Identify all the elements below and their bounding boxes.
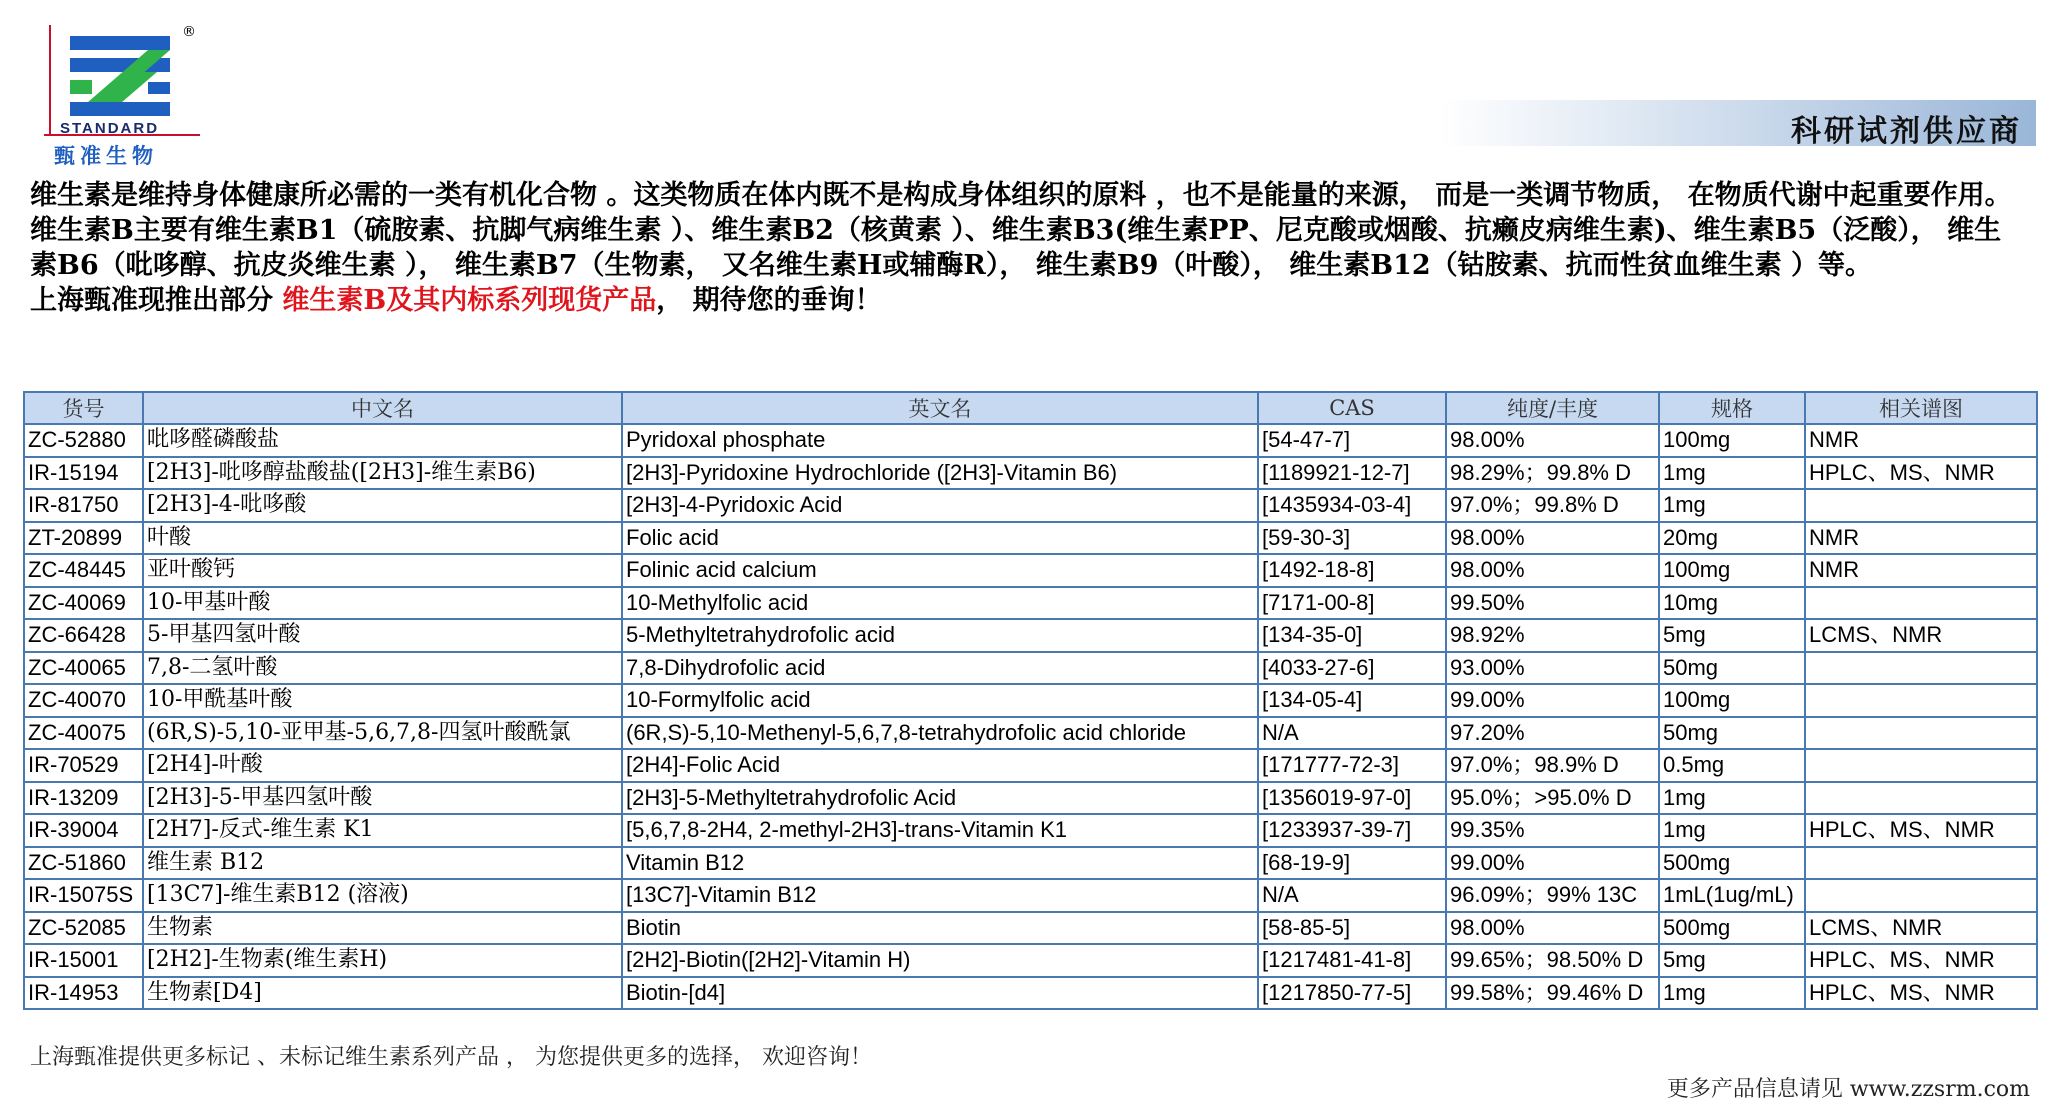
cell-cn-name: 10-甲酰基叶酸 xyxy=(143,684,622,717)
cell-size: 1mg xyxy=(1659,977,1805,1010)
table-row xyxy=(24,749,2037,782)
table-body xyxy=(24,424,2037,1009)
cell-spectra xyxy=(1805,652,2037,685)
cell-cas: [1217850-77-5] xyxy=(1258,977,1446,1010)
table-row xyxy=(24,489,2037,522)
cell-cn-name: [2H2]-生物素(维生素H) xyxy=(143,944,622,977)
cell-size: 100mg xyxy=(1659,554,1805,587)
cell-size: 50mg xyxy=(1659,717,1805,750)
cell-cas: [1356019-97-0] xyxy=(1258,782,1446,815)
cell-spectra: HPLC、MS、NMR xyxy=(1805,457,2037,490)
table-header-row xyxy=(24,392,2037,424)
cell-sku: ZC-40069 xyxy=(24,587,143,620)
cell-size: 5mg xyxy=(1659,944,1805,977)
cell-cas: [1492-18-8] xyxy=(1258,554,1446,587)
cell-spectra xyxy=(1805,782,2037,815)
cell-size: 1mg xyxy=(1659,489,1805,522)
cell-cas: N/A xyxy=(1258,879,1446,912)
cell-spectra xyxy=(1805,749,2037,782)
cell-spectra: NMR xyxy=(1805,554,2037,587)
cell-spectra: HPLC、MS、NMR xyxy=(1805,944,2037,977)
cell-en-name: [2H3]-Pyridoxine Hydrochloride ([2H3]-Vitamin B6) xyxy=(622,457,1258,490)
cell-purity: 98.00% xyxy=(1446,424,1659,457)
cell-size: 1mg xyxy=(1659,782,1805,815)
cell-en-name: 10-Methylfolic acid xyxy=(622,587,1258,620)
cell-size: 5mg xyxy=(1659,619,1805,652)
cell-sku: IR-14953 xyxy=(24,977,143,1010)
cell-size: 500mg xyxy=(1659,847,1805,880)
registered-mark: ® xyxy=(182,24,196,40)
cell-cn-name: 7,8-二氢叶酸 xyxy=(143,652,622,685)
intro-section xyxy=(30,178,2020,318)
cell-spectra xyxy=(1805,684,2037,717)
col-header-purity: 纯度/丰度 xyxy=(1446,392,1659,424)
cell-cn-name: [2H3]-吡哆醇盐酸盐([2H3]-维生素B6) xyxy=(143,457,622,490)
cell-sku: IR-39004 xyxy=(24,814,143,847)
col-header-cn-name: 中文名 xyxy=(143,392,622,424)
cell-sku: IR-15194 xyxy=(24,457,143,490)
cell-purity: 99.50% xyxy=(1446,587,1659,620)
intro-paragraph-3 xyxy=(30,283,2020,318)
cell-sku: ZC-40065 xyxy=(24,652,143,685)
cell-en-name: Biotin xyxy=(622,912,1258,945)
cell-purity: 98.00% xyxy=(1446,554,1659,587)
cell-sku: IR-15001 xyxy=(24,944,143,977)
cell-sku: ZT-20899 xyxy=(24,522,143,555)
cell-sku: ZC-52880 xyxy=(24,424,143,457)
cell-en-name: [2H3]-5-Methyltetrahydrofolic Acid xyxy=(622,782,1258,815)
cell-purity: 99.00% xyxy=(1446,847,1659,880)
cell-en-name: Folic acid xyxy=(622,522,1258,555)
intro-p3-pre: 上海甄准现推出部分 xyxy=(30,285,283,316)
cell-purity: 97.20% xyxy=(1446,717,1659,750)
cell-cn-name: 生物素[D4] xyxy=(143,977,622,1010)
cell-cas: [54-47-7] xyxy=(1258,424,1446,457)
table-row xyxy=(24,879,2037,912)
cell-en-name: [2H4]-Folic Acid xyxy=(622,749,1258,782)
cell-cn-name: [2H3]-5-甲基四氢叶酸 xyxy=(143,782,622,815)
cell-en-name: Vitamin B12 xyxy=(622,847,1258,880)
cell-cas: [68-19-9] xyxy=(1258,847,1446,880)
cell-cas: [4033-27-6] xyxy=(1258,652,1446,685)
table-row xyxy=(24,782,2037,815)
cell-spectra: LCMS、NMR xyxy=(1805,912,2037,945)
cell-spectra: NMR xyxy=(1805,522,2037,555)
cell-cn-name: [2H4]-叶酸 xyxy=(143,749,622,782)
table-row xyxy=(24,814,2037,847)
cell-cas: [1189921-12-7] xyxy=(1258,457,1446,490)
cell-sku: ZC-52085 xyxy=(24,912,143,945)
cell-spectra xyxy=(1805,489,2037,522)
cell-purity: 99.58%；99.46% D xyxy=(1446,977,1659,1010)
cell-cn-name: [13C7]-维生素B12 (溶液) xyxy=(143,879,622,912)
cell-purity: 93.00% xyxy=(1446,652,1659,685)
cell-cn-name: 叶酸 xyxy=(143,522,622,555)
cell-cn-name: [2H7]-反式-维生素 K1 xyxy=(143,814,622,847)
footer-note: 上海甄准提供更多标记 、未标记维生素系列产品 ， 为您提供更多的选择， 欢迎咨询！ xyxy=(30,1045,872,1070)
cell-spectra: LCMS、NMR xyxy=(1805,619,2037,652)
cell-sku: ZC-40070 xyxy=(24,684,143,717)
cell-en-name: Biotin-[d4] xyxy=(622,977,1258,1010)
table-row xyxy=(24,457,2037,490)
cell-spectra: NMR xyxy=(1805,424,2037,457)
cell-sku: ZC-51860 xyxy=(24,847,143,880)
table-row xyxy=(24,912,2037,945)
cell-size: 1mL(1ug/mL) xyxy=(1659,879,1805,912)
cell-cas: [58-85-5] xyxy=(1258,912,1446,945)
cell-spectra xyxy=(1805,879,2037,912)
cell-sku: IR-70529 xyxy=(24,749,143,782)
cell-purity: 98.29%；99.8% D xyxy=(1446,457,1659,490)
cell-size: 100mg xyxy=(1659,424,1805,457)
cell-sku: IR-13209 xyxy=(24,782,143,815)
cell-cas: [7171-00-8] xyxy=(1258,587,1446,620)
company-logo xyxy=(30,20,200,170)
cell-sku: ZC-66428 xyxy=(24,619,143,652)
table-row xyxy=(24,652,2037,685)
col-header-spectra: 相关谱图 xyxy=(1805,392,2037,424)
cell-purity: 98.00% xyxy=(1446,912,1659,945)
cell-size: 1mg xyxy=(1659,814,1805,847)
col-header-cas: CAS xyxy=(1258,392,1446,424)
cell-cn-name: 生物素 xyxy=(143,912,622,945)
cell-sku: ZC-48445 xyxy=(24,554,143,587)
cell-cas: N/A xyxy=(1258,717,1446,750)
cell-cn-name: (6R,S)-5,10-亚甲基-5,6,7,8-四氢叶酸酰氯 xyxy=(143,717,622,750)
col-header-sku: 货号 xyxy=(24,392,143,424)
cell-cas: [1435934-03-4] xyxy=(1258,489,1446,522)
cell-en-name: Pyridoxal phosphate xyxy=(622,424,1258,457)
cell-en-name: [2H3]-4-Pyridoxic Acid xyxy=(622,489,1258,522)
product-table xyxy=(23,391,2038,1010)
table-row xyxy=(24,587,2037,620)
col-header-size: 规格 xyxy=(1659,392,1805,424)
cell-purity: 95.0%；>95.0% D xyxy=(1446,782,1659,815)
table-row xyxy=(24,977,2037,1010)
cell-cn-name: 维生素 B12 xyxy=(143,847,622,880)
cell-size: 1mg xyxy=(1659,457,1805,490)
intro-p3-post: ， 期待您的垂询！ xyxy=(656,285,882,316)
cell-cas: [134-35-0] xyxy=(1258,619,1446,652)
table-row xyxy=(24,619,2037,652)
cell-purity: 98.92% xyxy=(1446,619,1659,652)
intro-paragraph-2: 维生素B主要有维生素B1（硫胺素、抗脚气病维生素 ）、维生素B2（核黄素 ）、维生素B3(维生素PP、尼克酸或烟酸、抗癞皮病维生素)、维生素B5（泛酸）， 维生素B6（吡哆醇、抗皮炎维生素 ）， 维生素B7（生物素， 又名维生素H或辅酶R）， 维生素B9（叶酸）， 维生素B12（钴胺素、抗而性贫血维生素 ）等。 xyxy=(30,215,2002,281)
cell-en-name: [13C7]-Vitamin B12 xyxy=(622,879,1258,912)
cell-size: 50mg xyxy=(1659,652,1805,685)
cell-spectra xyxy=(1805,847,2037,880)
header-banner xyxy=(1440,100,2036,149)
cell-cas: [171777-72-3] xyxy=(1258,749,1446,782)
logo-brand-cn: 甄准生物 xyxy=(54,143,158,168)
footer-website: 更多产品信息请见 www.zzsrm.com xyxy=(1666,1077,2030,1102)
table-row xyxy=(24,424,2037,457)
cell-en-name: 10-Formylfolic acid xyxy=(622,684,1258,717)
cell-cn-name: 亚叶酸钙 xyxy=(143,554,622,587)
cell-en-name: 5-Methyltetrahydrofolic acid xyxy=(622,619,1258,652)
cell-en-name: [2H2]-Biotin([2H2]-Vitamin H) xyxy=(622,944,1258,977)
cell-sku: IR-81750 xyxy=(24,489,143,522)
cell-cas: [59-30-3] xyxy=(1258,522,1446,555)
cell-size: 500mg xyxy=(1659,912,1805,945)
cell-size: 100mg xyxy=(1659,684,1805,717)
banner-title: 科研试剂供应商 xyxy=(1791,114,2022,149)
cell-cas: [134-05-4] xyxy=(1258,684,1446,717)
cell-spectra xyxy=(1805,717,2037,750)
table-row xyxy=(24,717,2037,750)
cell-spectra xyxy=(1805,587,2037,620)
cell-cn-name: 吡哆醛磷酸盐 xyxy=(143,424,622,457)
table-row xyxy=(24,944,2037,977)
cell-en-name: (6R,S)-5,10-Methenyl-5,6,7,8-tetrahydrofolic acid chloride xyxy=(622,717,1258,750)
cell-cn-name: 5-甲基四氢叶酸 xyxy=(143,619,622,652)
cell-purity: 97.0%；98.9% D xyxy=(1446,749,1659,782)
intro-paragraph-1: 维生素是维持身体健康所必需的一类有机化合物 。这类物质在体内既不是构成身体组织的原料 ，也不是能量的来源， 而是一类调节物质， 在物质代谢中起重要作用。 xyxy=(30,180,2012,211)
cell-purity: 99.65%；98.50% D xyxy=(1446,944,1659,977)
cell-en-name: [5,6,7,8-2H4, 2-methyl-2H3]-trans-Vitamin K1 xyxy=(622,814,1258,847)
table-row xyxy=(24,554,2037,587)
logo-brand-en: STANDARD xyxy=(60,120,160,137)
table-row xyxy=(24,847,2037,880)
table-row xyxy=(24,522,2037,555)
intro-p3-highlight: 维生素B及其内标系列现货产品 xyxy=(282,285,657,316)
cell-en-name: Folinic acid calcium xyxy=(622,554,1258,587)
cell-sku: ZC-40075 xyxy=(24,717,143,750)
cell-cn-name: 10-甲基叶酸 xyxy=(143,587,622,620)
cell-size: 0.5mg xyxy=(1659,749,1805,782)
cell-en-name: 7,8-Dihydrofolic acid xyxy=(622,652,1258,685)
cell-purity: 99.35% xyxy=(1446,814,1659,847)
cell-size: 20mg xyxy=(1659,522,1805,555)
cell-spectra: HPLC、MS、NMR xyxy=(1805,814,2037,847)
cell-purity: 98.00% xyxy=(1446,522,1659,555)
cell-size: 10mg xyxy=(1659,587,1805,620)
table-row xyxy=(24,684,2037,717)
cell-purity: 96.09%；99% 13C xyxy=(1446,879,1659,912)
cell-cn-name: [2H3]-4-吡哆酸 xyxy=(143,489,622,522)
cell-purity: 97.0%；99.8% D xyxy=(1446,489,1659,522)
cell-cas: [1217481-41-8] xyxy=(1258,944,1446,977)
cell-purity: 99.00% xyxy=(1446,684,1659,717)
cell-cas: [1233937-39-7] xyxy=(1258,814,1446,847)
cell-sku: IR-15075S xyxy=(24,879,143,912)
cell-spectra: HPLC、MS、NMR xyxy=(1805,977,2037,1010)
col-header-en-name: 英文名 xyxy=(622,392,1258,424)
